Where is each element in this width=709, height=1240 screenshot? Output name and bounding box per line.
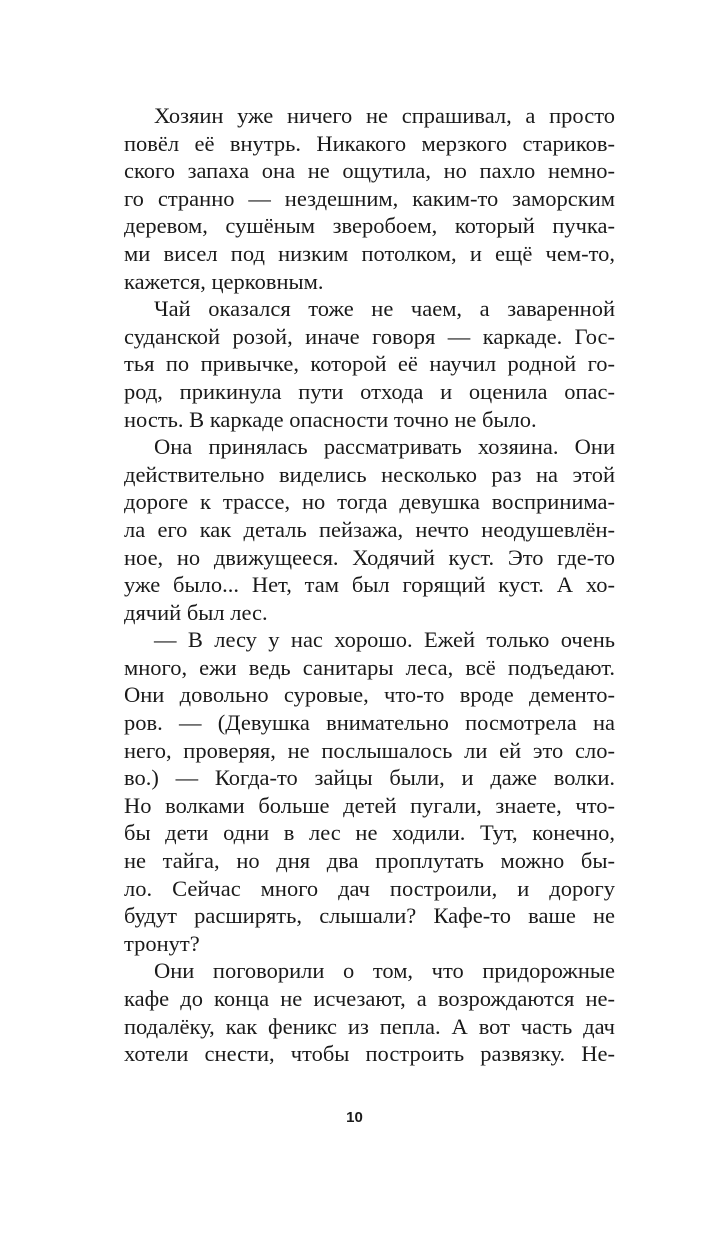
text-line: ное, но движущееся. Ходячий куст. Это где-то — [124, 544, 615, 570]
text-line: повёл её внутрь. Никакого мерзкого стариков- — [124, 130, 615, 156]
text-line: Но волками больше детей пугали, знаете, что- — [124, 792, 615, 818]
text-line: уже было... Нет, там был горящий куст. А хо- — [124, 572, 615, 598]
text-line: ла его как деталь пейзажа, нечто неодушевлён- — [124, 516, 615, 542]
text-line: ми висел под низким потолком, и ещё чем-то, — [124, 240, 615, 266]
text-line: дороге к трассе, но тогда девушка воспринима- — [124, 489, 615, 515]
text-line: тья по привычке, которой её научил родной го- — [124, 351, 615, 377]
text-line: деревом, сушёным зверобоем, который пучка- — [124, 213, 615, 239]
text-line: действительно виделись несколько раз на этой — [124, 461, 615, 487]
text-line: Хозяин уже ничего не спрашивал, а просто — [154, 103, 615, 128]
text-line: ло. Сейчас много дач построили, и дорогу — [124, 875, 615, 901]
text-line: будут расширять, слышали? Кафе-то ваше не — [124, 903, 615, 929]
text-line: во.) — Когда-то зайцы были, и даже волки. — [124, 765, 615, 791]
text-line: — В лесу у нас хорошо. Ежей только очень — [154, 627, 615, 653]
text-line: не тайга, но дня два проплутать можно бы- — [124, 848, 615, 874]
text-line: дячий был лес. — [124, 599, 268, 625]
text-line: бы дети одни в лес не ходили. Тут, конечно, — [124, 820, 615, 846]
text-line: ского запаха она не ощутила, но пахло немно- — [124, 158, 615, 184]
text-line: Они поговорили о том, что придорожные — [154, 958, 615, 984]
text-line: суданской розой, иначе говоря — каркаде. Гос- — [124, 323, 615, 349]
text-line: Они довольно суровые, что-то вроде дементо- — [124, 682, 615, 708]
text-line: ров. — (Девушка внимательно посмотрела на — [124, 710, 615, 736]
text-line: подалёку, как феникс из пепла. А вот часть дач — [124, 1013, 615, 1039]
text-line: кажется, церковным. — [124, 268, 324, 294]
text-line: много, ежи ведь санитары леса, всё подъедают. — [124, 654, 615, 680]
text-line: род, прикинула пути отхода и оценила опас- — [124, 378, 615, 404]
text-line: кафе до конца не исчезают, а возрождаются не- — [124, 986, 615, 1011]
text-line: ность. В каркаде опасности точно не было. — [124, 406, 537, 432]
text-line: него, проверяя, не послышалось ли ей это сло- — [124, 737, 615, 763]
text-line: хотели снести, чтобы построить развязку. Не- — [124, 1041, 615, 1067]
body-text — [124, 102, 615, 1068]
text-line: го странно — нездешним, каким-то заморским — [124, 185, 615, 211]
page-number: 10 — [346, 1109, 363, 1126]
text-line: Чай оказался тоже не чаем, а заваренной — [154, 296, 615, 322]
text-line: Она принялась рассматривать хозяина. Они — [154, 434, 615, 460]
text-line: тронут? — [124, 930, 200, 956]
